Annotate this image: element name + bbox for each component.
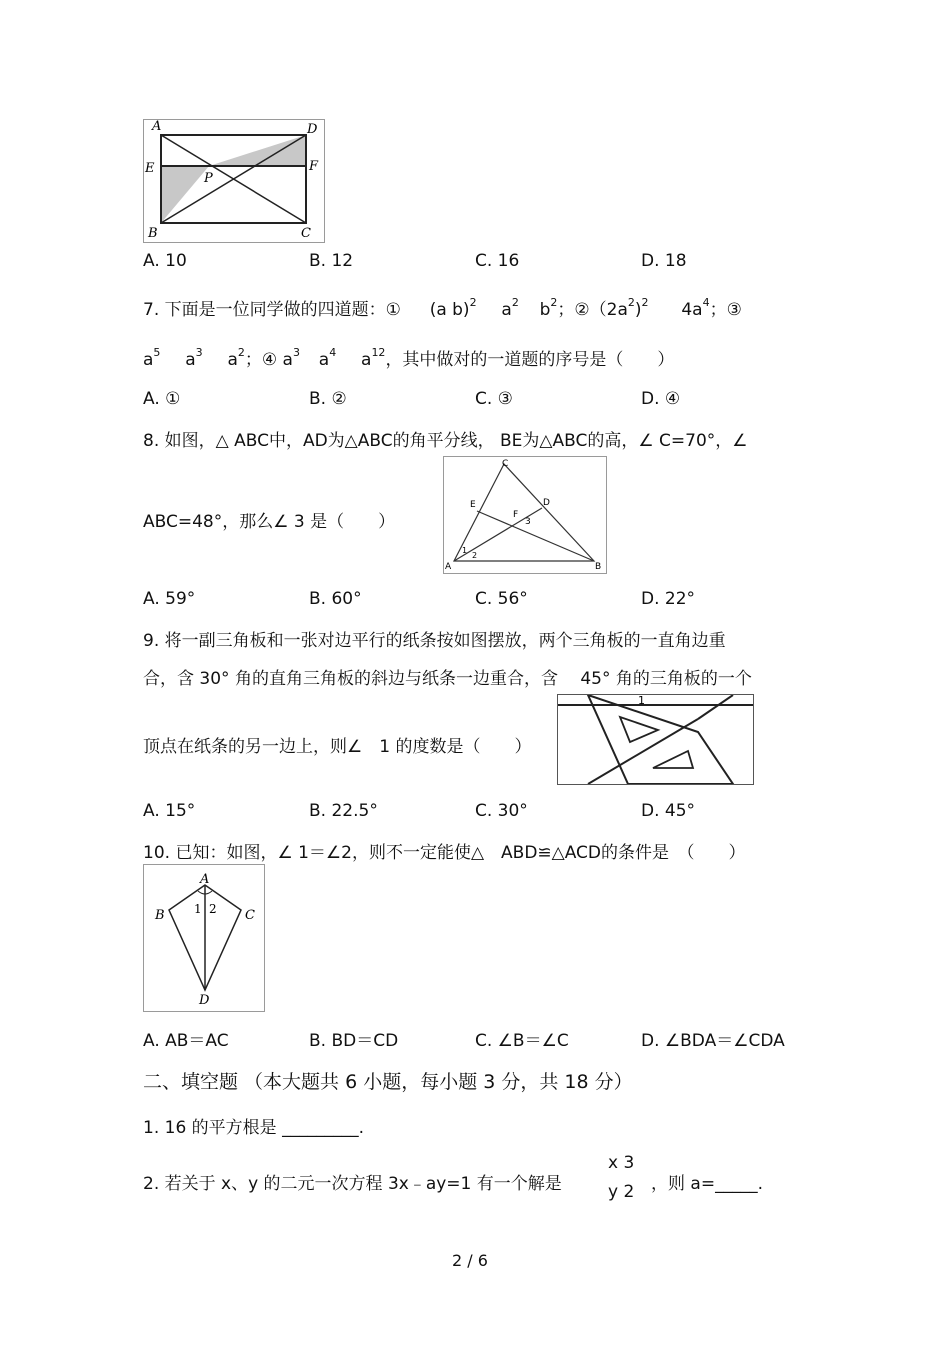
q7-term-a: a (501, 300, 512, 320)
section2-q2-sys-y: y 2 (608, 1182, 635, 1202)
q10-figure (143, 864, 265, 1012)
q7-option-b: B. ② (309, 389, 347, 409)
q7-l2-a3: a (185, 350, 196, 370)
q7-exp-4b: 4 (329, 346, 337, 359)
q6-option-b: B. 12 (309, 251, 354, 271)
q6-label-p: P (204, 171, 213, 186)
q7-sep3: ；④ (244, 350, 278, 370)
q10-option-c: C. ∠B＝∠C (475, 1031, 569, 1051)
q6-label-b: B (148, 226, 158, 241)
q8-option-d: D. 22° (641, 589, 696, 609)
q7-sep1: ；②（ (557, 300, 607, 320)
q7-option-c: C. ③ (475, 389, 513, 409)
section2-heading: 二、填空题 （本大题共 6 小题，每小题 3 分，共 18 分） (143, 1071, 633, 1093)
section2-q2-sys-x: x 3 (608, 1153, 635, 1173)
q6-option-c: C. 16 (475, 251, 520, 271)
q7-exp-3b: 3 (292, 346, 300, 359)
q10-label-d: D (199, 993, 210, 1008)
q8-label-b: B (595, 562, 602, 572)
q9-line1: 9. 将一副三角板和一张对边平行的纸条按如图摆放，两个三角板的一直角边重 (143, 631, 726, 651)
q7-exp-2c: 2 (550, 296, 558, 309)
q9-triangle-45-top (698, 695, 733, 719)
q9-inner-hole-1 (620, 717, 658, 742)
q8-label-1: 1 (462, 546, 468, 555)
q7-l2-a5: a (143, 350, 154, 370)
q8-option-b: B. 60° (309, 589, 362, 609)
q7-sep2: ；③ (709, 300, 742, 320)
q9-line3: 顶点在纸条的另一边上，则∠ 1 的度数是（ ） (143, 737, 532, 757)
q9-inner-hole-2 (653, 751, 693, 768)
q7-l2-a12: a (361, 350, 372, 370)
q6-label-f: F (309, 159, 319, 174)
q9-option-c: C. 30° (475, 801, 528, 821)
q10-label-2: 2 (209, 902, 217, 916)
q10-option-d: D. ∠BDA＝∠CDA (641, 1031, 785, 1051)
q7-exp-2b: 2 (511, 296, 519, 309)
q7-exp-12: 12 (371, 346, 386, 359)
q6-option-d: D. 18 (641, 251, 687, 271)
q6-option-a: A. 10 (143, 251, 187, 271)
q8-label-a: A (445, 562, 452, 572)
q9-option-b: B. 22.5° (309, 801, 378, 821)
q6-shade-right (209, 135, 306, 166)
q8-label-e: E (470, 500, 476, 510)
q7-expr2: 2a (606, 300, 628, 320)
q9-line2: 合，含 30° 角的直角三角板的斜边与纸条一边重合，含 45° 角的三角板的一个 (143, 669, 752, 689)
q8-label-3: 3 (525, 517, 531, 527)
q8-triangle (454, 464, 594, 561)
section2-q2-tail: ，则 a=_____. (651, 1174, 763, 1194)
q7-line2-tail: ，其中做对的一道题的序号是（ ） (385, 350, 675, 370)
q7-exp-3: 3 (195, 346, 203, 359)
q9-option-a: A. 15° (143, 801, 196, 821)
q7-line1 (143, 295, 742, 320)
q7-l2-a2: a (227, 350, 238, 370)
q8-option-a: A. 59° (143, 589, 196, 609)
q10-diagram (144, 865, 264, 1011)
q8-label-f: F (513, 510, 519, 520)
q10-label-b: B (155, 908, 165, 923)
q10-option-a: A. AB＝AC (143, 1031, 229, 1051)
q8-label-c: C (502, 459, 509, 469)
q7-exp-2e: 2 (641, 296, 649, 309)
q6-label-e: E (145, 161, 155, 176)
q6-shade-left (161, 166, 209, 223)
section2-q2: 2. 若关于 x、y 的二元一次方程 3x﹣ay=1 有一个解是 (143, 1174, 562, 1194)
q7-exp-4: 4 (702, 296, 710, 309)
q7-term-b: b (539, 300, 551, 320)
q10-label-c: C (245, 908, 255, 923)
q10-label-1: 1 (194, 902, 202, 916)
q7-paren-close: ) (634, 300, 642, 320)
q6-diagram (144, 120, 324, 242)
q10-line1: 10. 已知：如图，∠ 1＝∠2，则不一定能使△ ABD≌△ACD的条件是 （ ） (143, 843, 746, 863)
q7-option-a: A. ① (143, 389, 181, 409)
q6-label-c: C (301, 226, 311, 241)
q7-expr3: 4a (681, 300, 703, 320)
q6-label-d: D (307, 122, 318, 137)
page-number: 2 / 6 (452, 1251, 488, 1270)
q7-stem: 7. 下面是一位同学做的四道题：① (143, 300, 401, 320)
q8-option-c: C. 56° (475, 589, 528, 609)
q7-exp-2d: 2 (627, 296, 635, 309)
q7-l2-a4: a (318, 350, 330, 370)
q8-line1: 8. 如图，△ ABC中，AD为△ABC的角平分线， BE为△ABC的高，∠ C=70°，∠ (143, 431, 748, 451)
q8-label-d: D (543, 498, 550, 508)
q10-label-a: A (200, 872, 210, 887)
q7-exp-2a: 2 (469, 296, 477, 309)
q7-option-d: D. ④ (641, 389, 681, 409)
q7-exp-5: 5 (153, 346, 161, 359)
q9-figure (557, 694, 754, 785)
q7-expr1: (a b) (429, 300, 470, 320)
q6-figure (143, 119, 325, 243)
q6-label-a: A (152, 120, 162, 134)
q7-exp-2f: 2 (237, 346, 245, 359)
q7-l2-a3b: a (282, 350, 293, 370)
q8-figure (443, 456, 607, 574)
q8-line2: ABC=48°，那么∠ 3 是（ ） (143, 512, 396, 532)
q9-diagram (558, 695, 753, 784)
q9-option-d: D. 45° (641, 801, 696, 821)
q8-diagram (444, 457, 606, 573)
q7-line2 (143, 345, 674, 370)
section2-q1: 1. 16 的平方根是 _________. (143, 1118, 364, 1138)
q8-label-2: 2 (472, 551, 478, 560)
q10-option-b: B. BD＝CD (309, 1031, 399, 1051)
q9-triangle-45-edge (588, 719, 698, 784)
q9-label-1: 1 (638, 695, 645, 707)
